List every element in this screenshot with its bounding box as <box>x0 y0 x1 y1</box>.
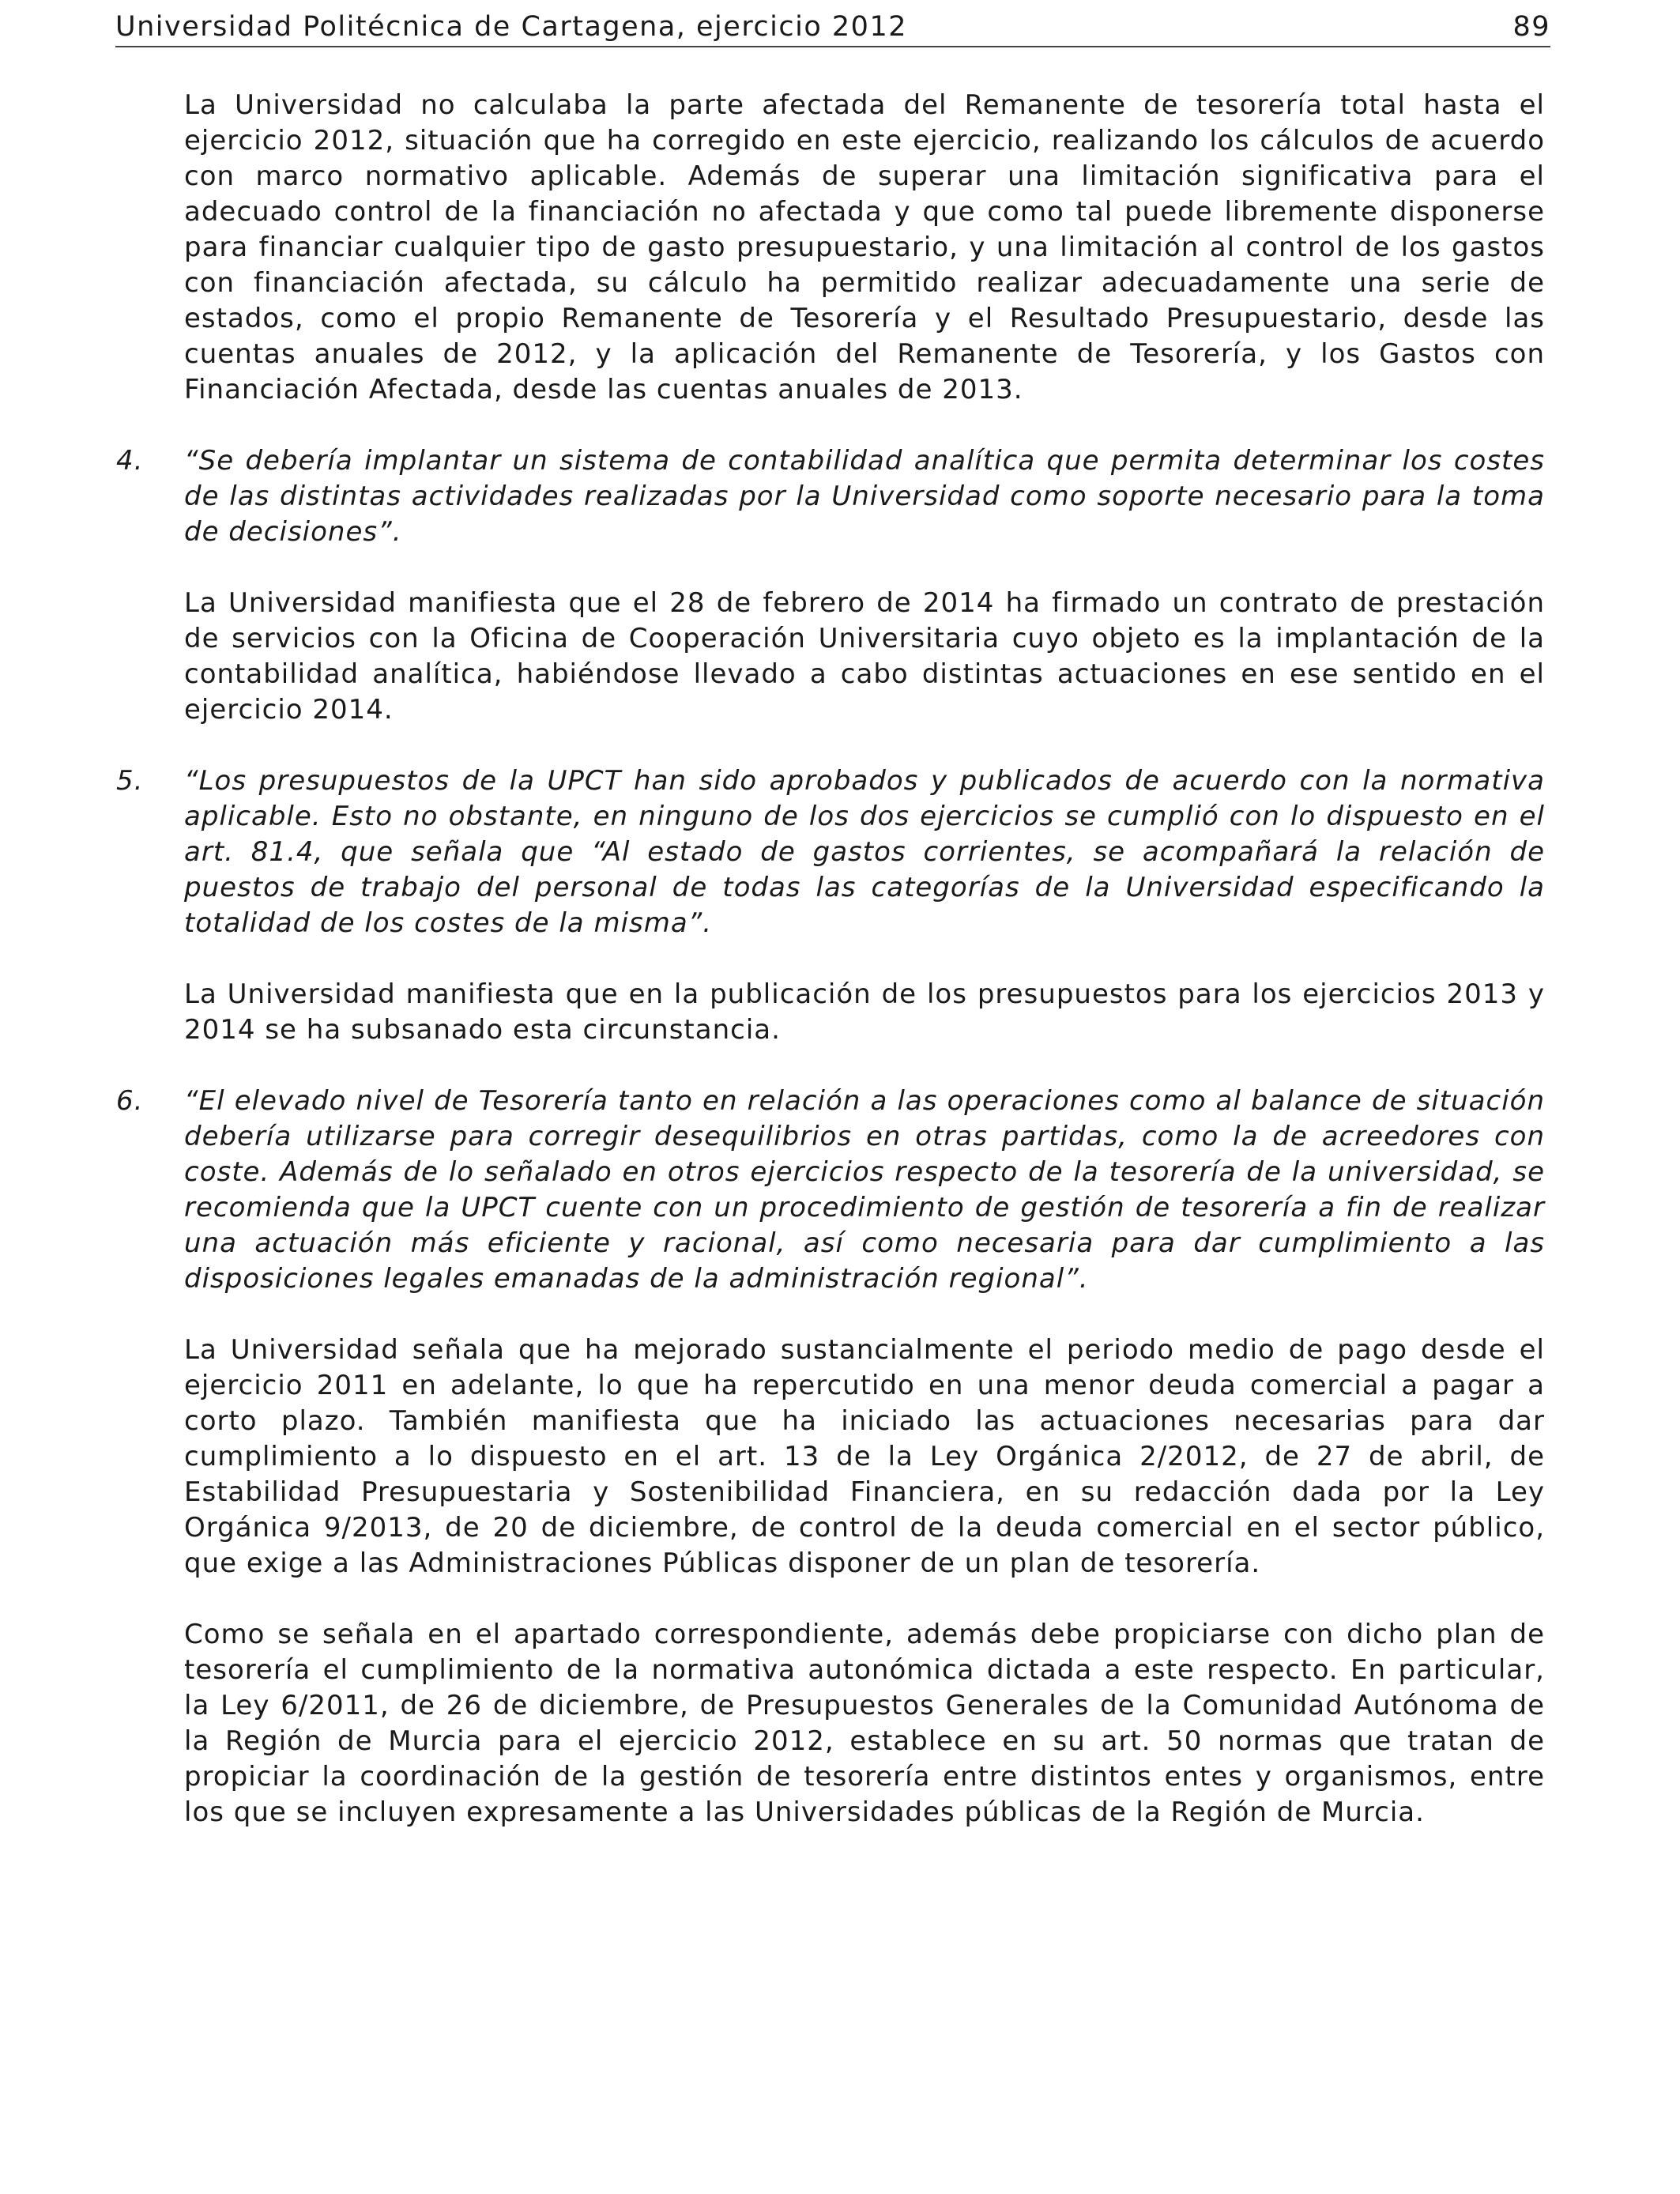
item-number: 6. <box>116 1085 144 1117</box>
paragraph-reply: La Universidad manifiesta que el 28 de febrero de 2014 ha firmado un contrato de prestación de servicios con la Oficina de Cooperación Universitaria cuyo objeto es la implantación de la contabilidad analítica, habiéndose llevado a cabo distintas actuaciones en ese sentido en el ejercicio 2014. <box>184 587 1545 726</box>
paragraph-reply: La Universidad manifiesta que en la publicación de los presupuestos para los ejercicios 2013 y 2014 se ha subsanado esta circunstancia. <box>184 978 1545 1046</box>
paragraph-reply: La Universidad señala que ha mejorado sustancialmente el periodo medio de pago desde el ejercicio 2011 en adelante, lo que ha repercutido en una menor deuda comercial a pagar a corto plazo. También manifiesta que ha iniciado las actuaciones necesarias para dar cumplimiento a lo dispuesto en el art. 13 de la Ley Orgánica 2/2012, de 27 de abril, de Estabilidad Presupuestaria y Sostenibilidad Financiera, en su redacción dada por la Ley Orgánica 9/2013, de 20 de diciembre, de control de la deuda comercial en el sector público, que exige a las Administraciones Públicas disponer de un plan de tesorería. <box>184 1334 1545 1579</box>
list-item-6 <box>116 1084 1545 1297</box>
item-number: 5. <box>116 765 144 797</box>
header-title: Universidad Politécnica de Cartagena, ejercicio 2012 <box>115 11 907 43</box>
paragraph-reply: Como se señala en el apartado correspondiente, además debe propiciarse con dicho plan de tesorería el cumplimiento de la normativa autonómica dictada a este respecto. En particular, la Ley 6/2011, de 26 de diciembre, de Presupuestos Generales de la Comunidad Autónoma de la Región de Murcia para el ejercicio 2012, establece en su art. 50 normas que tratan de propiciar la coordinación de la gestión de tesorería entre distintos entes y organismos, entre los que se incluyen expresamente a las Universidades públicas de la Región de Murcia. <box>184 1619 1545 1828</box>
list-item-5 <box>116 763 1545 941</box>
page-number: 89 <box>1512 11 1550 43</box>
paragraph-intro: La Universidad no calculaba la parte afectada del Remanente de tesorería total hasta el ejercicio 2012, situación que ha corregido en este ejercicio, realizando los cálculos de acuerdo con marco normativo aplicable. Además de superar una limitación significativa para el adecuado control de la financiación no afectada y que como tal puede libremente disponerse para financiar cualquier tipo de gasto presupuestario, y una limitación al control de los gastos con financiación afectada, su cálculo ha permitido realizar adecuadamente una serie de estados, como el propio Remanente de Tesorería y el Resultado Presupuestario, desde las cuentas anuales de 2012, y la aplicación del Remanente de Tesorería, y los Gastos con Financiación Afectada, desde las cuentas anuales de 2013. <box>184 89 1545 405</box>
item-quote: “Los presupuestos de la UPCT han sido aprobados y publicados de acuerdo con la normativa aplicable. Esto no obstante, en ninguno de los dos ejercicios se cumplió con lo dispuesto en el art. 81.4, que señala que “Al estado de gastos corrientes, se acompañará la relación de puestos de trabajo del personal de todas las categorías de la Universidad especificando la totalidad de los costes de la misma”. <box>184 765 1545 939</box>
item-quote: “Se debería implantar un sistema de contabilidad analítica que permita determinar los costes de las distintas actividades realizadas por la Universidad como soporte necesario para la toma de decisiones”. <box>184 445 1545 548</box>
page-header <box>115 8 1550 47</box>
item-number: 4. <box>116 445 144 477</box>
list-item-4 <box>116 443 1545 550</box>
document-body <box>116 88 1545 1830</box>
item-quote: “El elevado nivel de Tesorería tanto en relación a las operaciones como al balance de situación debería utilizarse para corregir desequilibrios en otras partidas, como la de acreedores con coste. Además de lo señalado en otros ejercicios respecto de la tesorería de la universidad, se recomienda que la UPCT cuente con un procedimiento de gestión de tesorería a fin de realizar una actuación más eficiente y racional, así como necesaria para dar cumplimiento a las disposiciones legales emanadas de la administración regional”. <box>184 1085 1545 1295</box>
